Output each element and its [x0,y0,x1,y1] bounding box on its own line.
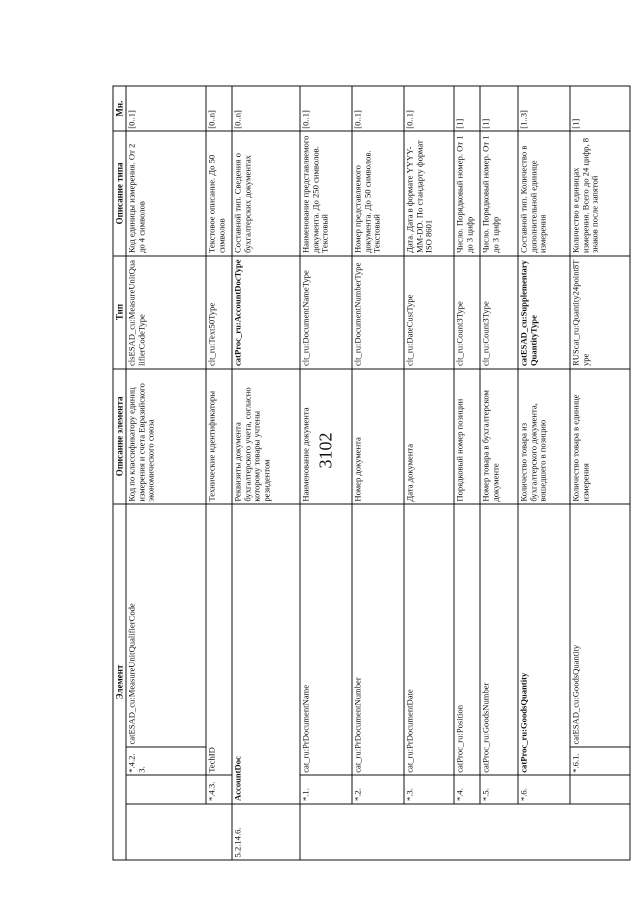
row-number: *.5. [480,775,518,803]
row-element: cat_ru:PrDocumentDate [404,504,454,775]
row-multiplicity: [0..n] [206,86,232,131]
row-description: Дата документа [404,368,454,504]
row-type: clt_ru:DocumentNameType [300,255,352,368]
row-type-description: Количество в единицах измерения. Всего до 24 цифр, 8 знаков после запятой [570,131,630,255]
header-element: Элемент [113,504,126,860]
page-number: 3102 [315,432,336,469]
row-type: clt_ru:DateCustType [404,255,454,368]
row-multiplicity: [1] [454,86,480,131]
row-number: *.1. [300,775,352,803]
row-element: TechID [206,504,232,775]
header-multiplicity: Мн. [113,86,126,131]
row-type-description: Число. Порядковый номер. От 1 до 3 цифр [480,131,518,255]
row-description: Номер товара в бухгалтерском документе [480,368,518,504]
row-description: Количество товара в единице измерения [570,368,630,504]
row-type-description: Составной тип. Сведения о бухгалтерских документах [232,131,300,255]
row-element: catProc_ru:GoodsNumber [480,504,518,775]
row-description: Номер документа [352,368,404,504]
row-type: clsESAD_cu:MeasureUnitQualifierCodeType [126,255,206,368]
row-type-description: Текстовое описание. До 50 символов [206,131,232,255]
row-element: cat_ru:PrDocumentName [300,504,352,775]
row-element: AccountDoc [232,504,300,803]
row-description: Код по классификатору единиц измерения и счета Евразийского экономического союза [126,368,206,504]
row-type: clt_ru:Count3Type [454,255,480,368]
row-type-description: Число. Порядковый номер. От 1 до 3 цифр [454,131,480,255]
row-type: clt_ru:Count3Type [480,255,518,368]
spec-table [112,85,630,860]
table-row [570,86,630,860]
row-number: *.6.1. [570,747,630,775]
row-type-description: Дата. Дата в формате YYYY-MM-DD. По стандарту формат ISO 8601 [404,131,454,255]
row-multiplicity: [0..1] [126,86,206,131]
row-description: Реквизиты документа бухгалтерского учета, согласно которому товары учтены резидентом [232,368,300,504]
row-type: catESAD_cu:SupplementaryQuantityType [518,255,570,368]
row-type: clt_ru:Text50Type [206,255,232,368]
row-multiplicity: [1] [570,86,630,131]
header-type-description: Описание типа [113,131,126,255]
row-multiplicity: [0..1] [352,86,404,131]
row-type: clt_ru:DocumentNumberType [352,255,404,368]
row-type: RUScat_ru:Quantity24point8Type [570,255,630,368]
table-row [126,86,206,860]
table-row [518,86,570,860]
row-element: cat_ru:PrDocumentNumber [352,504,404,775]
row-number: *.3. [404,775,454,803]
row-element: catProc_ru:GoodsQuantity [518,504,570,775]
row-multiplicity: [1] [480,86,518,131]
row-type-description: Номер представляемого документа. До 50 символов. Текстовый [352,131,404,255]
spec-table-wrapper [112,85,632,860]
row-element: catProc_ru:Position [454,504,480,775]
row-type-description: Код единицы измерения. От 2 до 4 символов [126,131,206,255]
row-number: *.6. [518,775,570,803]
row-type-description: Составной тип. Количество в дополнительной единице измерения [518,131,570,255]
row-number: *.4.2.3. [126,747,206,775]
table-row [206,86,232,860]
row-number: 5.2.14.6. [232,803,300,859]
table-row [454,86,480,860]
row-number: *.2. [352,775,404,803]
table-row [404,86,454,860]
header-type: Тип [113,255,126,368]
row-multiplicity: [1..3] [518,86,570,131]
row-type-description: Наименование представляемого документа. До 250 символов. Текстовый [300,131,352,255]
row-description: Наименование документа [300,368,352,504]
header-description: Описание элемента [113,368,126,504]
table-row [232,86,300,860]
row-description: Технические идентификаторы [206,368,232,504]
row-number: *.4. [454,775,480,803]
row-multiplicity: [0..1] [300,86,352,131]
table-row [480,86,518,860]
table-row [352,86,404,860]
row-element: catESAD_cu:MeasureUnitQualifierCode [126,504,206,747]
row-element: catESAD_cu:GoodsQuantity [570,504,630,747]
row-description: Порядковый номер позиции [454,368,480,504]
row-type: catProc_ru:AccountDocType [232,255,300,368]
row-number: *.4.3. [206,775,232,803]
table-row [300,86,352,860]
row-description: Количество товара из бухгалтерского документа, вошедшего в позицию [518,368,570,504]
row-multiplicity: [0..n] [232,86,300,131]
row-multiplicity: [0..1] [404,86,454,131]
